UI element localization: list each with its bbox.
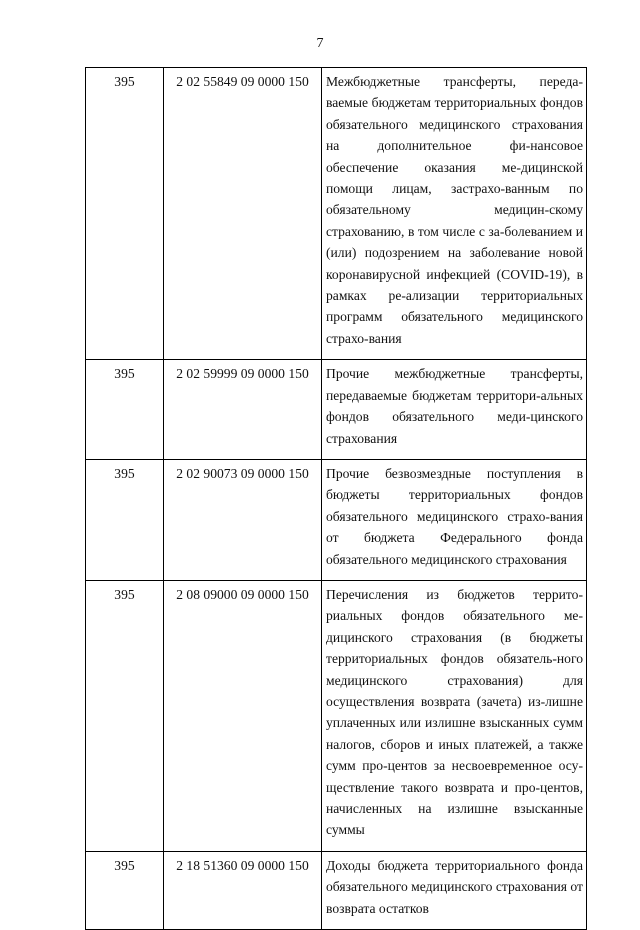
kbk-code-cell: 2 02 55849 09 0000 150 bbox=[164, 68, 322, 360]
revenue-codes-table bbox=[85, 67, 587, 930]
description-text: Доходы бюджета территориального фонда обязательного медицинского страхования от возврата остатков bbox=[326, 857, 583, 916]
admin-code-cell: 395 bbox=[86, 360, 164, 460]
table-row bbox=[86, 68, 587, 360]
description-cell bbox=[322, 360, 587, 460]
admin-code-cell: 395 bbox=[86, 851, 164, 929]
description-text: Прочие безвозмездные поступления в бюджеты территориальных фондов обязательного медицинского страхо-вания от бюджета Федерального фонда обязательного медицинского страхования bbox=[326, 465, 583, 567]
description-cell bbox=[322, 580, 587, 851]
table-row bbox=[86, 360, 587, 460]
admin-code-cell: 395 bbox=[86, 68, 164, 360]
kbk-code-cell: 2 08 09000 09 0000 150 bbox=[164, 580, 322, 851]
admin-code-cell: 395 bbox=[86, 459, 164, 580]
description-text: Прочие межбюджетные трансферты, передаваемые бюджетам территори-альных фондов обязательного меди-цинского страхования bbox=[326, 366, 583, 446]
table-row bbox=[86, 580, 587, 851]
description-cell bbox=[322, 68, 587, 360]
kbk-code-cell: 2 18 51360 09 0000 150 bbox=[164, 851, 322, 929]
description-text: Межбюджетные трансферты, переда-ваемые бюджетам территориальных фондов обязательного медицинского страхования на дополнительное фи-нансовое обеспечение оказания ме-дицинской помощи лицам, застрахо-ванным по обязательному медицин-скому страхованию, в том числе с за-болеванием и (или) подозрением на заболевание новой коронавирусной инфекцией (COVID-19), в рамках ре-ализации территориальных программ обязательного медицинского страхо-вания bbox=[326, 74, 583, 346]
admin-code-cell: 395 bbox=[86, 580, 164, 851]
description-cell bbox=[322, 851, 587, 929]
description-cell bbox=[322, 459, 587, 580]
table-row bbox=[86, 851, 587, 929]
page-number: 7 bbox=[316, 36, 324, 51]
kbk-code-cell: 2 02 90073 09 0000 150 bbox=[164, 459, 322, 580]
description-text: Перечисления из бюджетов террито-риальных фондов обязательного ме-дицинского страхования (в бюджеты территориальных фондов обязатель-ного медицинского страхования) для осуществления возврата (зачета) из-лишне уплаченных или излишне взысканных сумм налогов, сборов и иных платежей, а также сумм про-центов за несвоевременное осу-ществление такого возврата и про-центов, начисленных на излишне взысканные суммы bbox=[326, 586, 583, 838]
table-row bbox=[86, 459, 587, 580]
kbk-code-cell: 2 02 59999 09 0000 150 bbox=[164, 360, 322, 460]
